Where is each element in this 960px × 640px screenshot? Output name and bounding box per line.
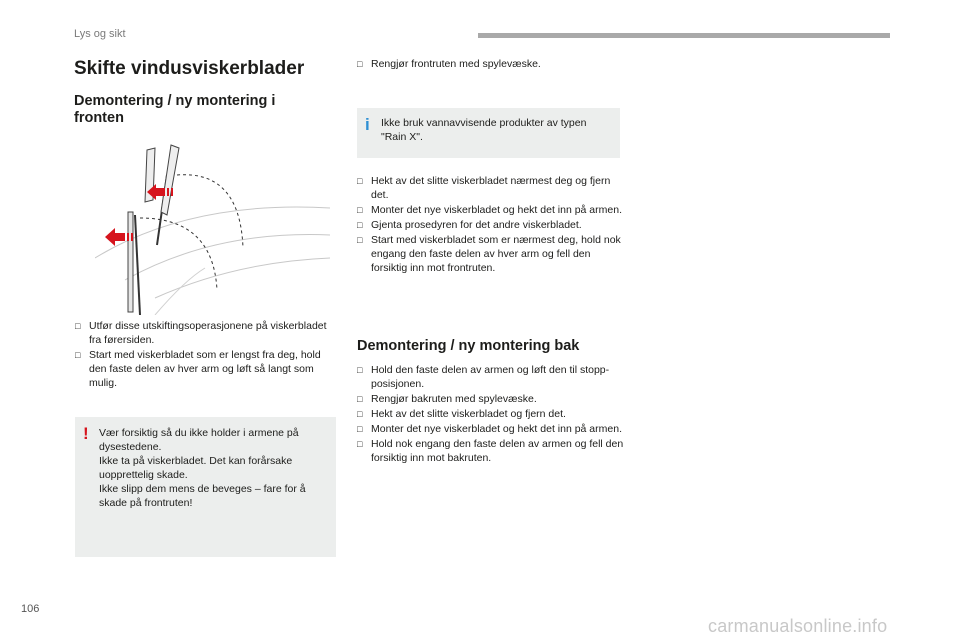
step-text: Gjenta prosedyren for det andre viskerbladet. (371, 219, 582, 231)
front-heading: Demontering / ny montering i fronten (74, 93, 276, 126)
step-text: Hold den faste delen av armen og løft den til stopp-posisjonen. (371, 364, 610, 390)
list-item (75, 319, 330, 347)
checkbox-bullet-icon: □ (75, 350, 81, 360)
list-item (357, 392, 627, 406)
watermark: carmanualsonline.info (708, 616, 888, 636)
checkbox-bullet-icon: □ (357, 205, 363, 215)
info-text: Ikke bruk vannavvisende produkter av typen "Rain X". (381, 117, 587, 143)
checkbox-bullet-icon: □ (75, 321, 81, 331)
step-text: Utfør disse utskiftingsoperasjonene på viskerbladet fra førersiden. (89, 320, 327, 346)
list-item (357, 174, 627, 202)
list-item (357, 57, 627, 71)
checkbox-bullet-icon: □ (357, 235, 363, 245)
list-item (357, 407, 627, 421)
list-item (357, 233, 627, 275)
checkbox-bullet-icon: □ (357, 176, 363, 186)
checkbox-bullet-icon: □ (357, 59, 363, 69)
wiper-arm (135, 215, 140, 315)
step-text: Start med viskerbladet som er nærmest deg, hold nok engang den faste delen av hver arm og fell den forsiktig inn mot frontruten. (371, 234, 621, 274)
step-text: Hekt av det slitte viskerbladet og fjern det. (371, 408, 566, 420)
warning-icon: ! (83, 424, 89, 443)
step-text: Monter det nye viskerbladet og hekt det inn på armen. (371, 423, 622, 435)
page-title: Skifte vindusviskerblader (74, 58, 305, 79)
rear-steps-list (357, 363, 627, 466)
step-text: Rengjør frontruten med spylevæske. (371, 58, 541, 70)
windshield-line (155, 258, 330, 298)
warning-line: Vær forsiktig så du ikke holder i armene på dysestedene. (99, 427, 299, 453)
list-item (75, 348, 330, 390)
wiper-blade (128, 212, 133, 312)
list-item (357, 218, 627, 232)
list-item (357, 422, 627, 436)
step-text: Rengjør bakruten med spylevæske. (371, 393, 537, 405)
checkbox-bullet-icon: □ (357, 220, 363, 230)
step-text: Start med viskerbladet som er lengst fra deg, hold den faste delen av hver arm og løft så langt som mulig. (89, 349, 321, 389)
page-number: 106 (21, 603, 40, 615)
checkbox-bullet-icon: □ (357, 394, 363, 404)
list-item (357, 363, 627, 391)
section-label: Lys og sikt (74, 28, 126, 40)
info-callout (357, 108, 620, 158)
clean-step-list (357, 57, 627, 72)
wiper-blade (161, 145, 179, 215)
front-steps-continued-list (357, 174, 627, 276)
wiper-illustration (95, 140, 335, 315)
list-item (357, 203, 627, 217)
rear-heading: Demontering / ny montering bak (357, 338, 580, 354)
step-text: Monter det nye viskerbladet og hekt det inn på armen. (371, 204, 622, 216)
warning-line: Ikke ta på viskerbladet. Det kan forårsake uopprettelig skade. (99, 455, 293, 481)
list-item (357, 437, 627, 465)
warning-callout (75, 417, 336, 557)
header-bar (478, 33, 890, 38)
step-text: Hold nok engang den faste delen av armen og fell den forsiktig inn mot bakruten. (371, 438, 624, 464)
checkbox-bullet-icon: □ (357, 409, 363, 419)
checkbox-bullet-icon: □ (357, 365, 363, 375)
checkbox-bullet-icon: □ (357, 424, 363, 434)
warning-line: Ikke slipp dem mens de beveges – fare for å skade på frontruten! (99, 483, 306, 509)
front-steps-list (75, 319, 330, 391)
info-icon: i (365, 115, 370, 134)
windshield-line (155, 268, 205, 315)
checkbox-bullet-icon: □ (357, 439, 363, 449)
step-text: Hekt av det slitte viskerbladet nærmest deg og fjern det. (371, 175, 611, 201)
